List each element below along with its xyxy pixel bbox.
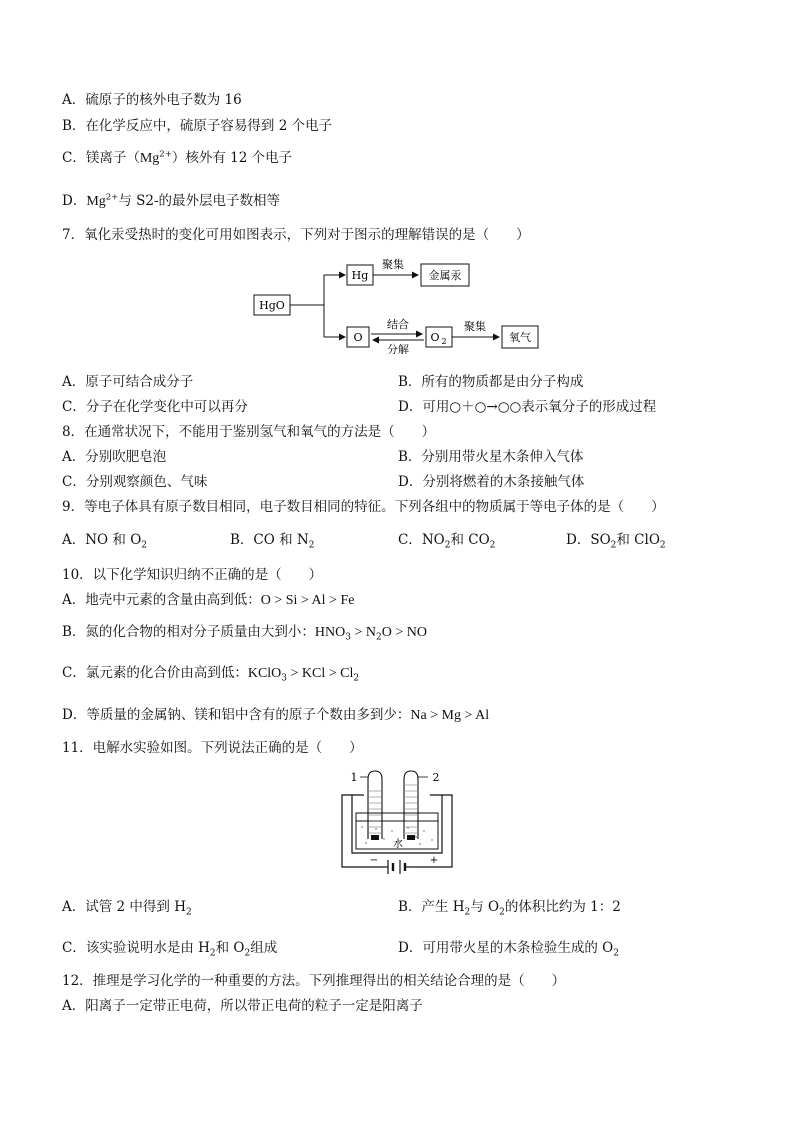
q6-d-suffix: 与 S2-的最外层电子数相等: [118, 193, 281, 209]
gather-label-2: 聚集: [464, 320, 486, 333]
subscript: 2: [244, 948, 251, 959]
formula: KClO: [247, 666, 282, 681]
q11-option-a: [62, 898, 192, 916]
formula: > N: [351, 625, 377, 640]
q12-stem: 12．推理是学习化学的一种重要的方法。下列推理得出的相关结论合理的是（ ）: [62, 973, 566, 989]
tube-label-2: 2: [432, 771, 440, 784]
q9-c-mid: 和 CO: [450, 532, 490, 548]
q9-a-text: A．NO 和 O: [62, 532, 142, 548]
q8-stem: 8．在通常状况下，不能用于鉴别氢气和氧气的方法是（ ）: [62, 424, 436, 440]
q9-c-text: C．NO: [398, 532, 445, 548]
q6-option-c: [62, 149, 292, 168]
q10-a-text: A．地壳中元素的含量由高到低：: [62, 592, 261, 608]
subscript: 2: [186, 907, 192, 918]
q7-option-a: A．原子可结合成分子: [62, 374, 194, 390]
q11-c-text: C．该实验说明水是由 H: [62, 940, 210, 956]
q10-d-expression: Na > Mg > Al: [410, 708, 490, 723]
q9-d-mid: 和 ClO: [616, 532, 660, 548]
q9-stem: 9．等电子体具有原子数目相同，电子数目相同的特征。下列各组中的物质属于等电子体的是（ ）: [62, 499, 665, 515]
ion-charge: 2+: [159, 149, 172, 160]
formula: HNO: [314, 625, 346, 640]
o2-label: O: [430, 331, 440, 344]
hgo-label: HgO: [259, 299, 285, 312]
q9-option-d: [566, 531, 666, 549]
q8-option-c: C．分别观察颜色、气味: [62, 474, 208, 490]
q11-option-c: [62, 939, 277, 957]
q6-c-suffix: ）核外有 12 个电子: [171, 150, 293, 166]
formula: > KCl > Cl: [287, 666, 354, 681]
o2-subscript: 2: [441, 337, 447, 346]
q11-b-mid: 与 O: [470, 899, 500, 915]
q10-a-expression: O > Si > Al > Fe: [260, 593, 355, 608]
minus-sign: −: [369, 855, 379, 866]
subscript: 2: [489, 540, 496, 551]
subscript: 2: [464, 907, 471, 918]
q11-option-b: [398, 898, 621, 916]
subscript: 2: [610, 540, 617, 551]
gather-label-1: 聚集: [382, 258, 404, 271]
q11-option-d: [398, 939, 619, 957]
q11-stem: 11．电解水实验如图。下列说法正确的是（ ）: [62, 740, 363, 756]
q6-option-d: [62, 192, 280, 211]
q10-option-c: [62, 664, 359, 683]
metal-mercury-label: 金属汞: [428, 269, 462, 282]
q10-b-text: B．氮的化合物的相对分子质量由大到小：: [62, 624, 315, 640]
o-atom-label: O: [353, 331, 363, 344]
plus-sign: +: [429, 855, 439, 866]
subscript: 3: [345, 632, 351, 643]
subscript: 2: [444, 540, 451, 551]
q9-option-a: [62, 531, 147, 549]
q6-option-a: A．硫原子的核外电子数为 16: [62, 92, 242, 108]
subscript: 3: [281, 673, 288, 684]
q6-option-b: B．在化学反应中，硫原子容易得到 2 个电子: [62, 118, 333, 134]
q12-option-a: A．阳离子一定带正电荷，所以带正电荷的粒子一定是阳离子: [62, 998, 423, 1014]
tube-2-liquid: [405, 785, 417, 833]
q11-c-mid: 和 O: [215, 940, 245, 956]
q7-stem: 7．氧化汞受热时的变化可用如图表示，下列对于图示的理解错误的是（ ）: [62, 227, 530, 243]
q11-b-suffix: 的体积比约为 1：2: [504, 899, 621, 915]
tube-label-1: 1: [350, 771, 358, 784]
q9-b-text: B．CO 和 N: [230, 532, 309, 548]
subscript: 2: [613, 948, 619, 959]
subscript: 2: [308, 540, 315, 551]
oxygen-label: 氧气: [509, 331, 531, 344]
q10-option-d: [62, 706, 489, 725]
q11-d-text: D．可用带火星的木条检验生成的 O: [398, 940, 614, 956]
ion-charge: 2+: [105, 192, 119, 203]
mercury-oxide-diagram: [248, 258, 548, 354]
q7-option-d: D．可用○＋○→○○表示氧分子的形成过程: [398, 399, 657, 415]
subscript: 2: [659, 540, 666, 551]
decompose-label: 分解: [387, 343, 409, 354]
q6-c-prefix: C．镁离子（: [62, 150, 140, 166]
subscript: 2: [376, 632, 382, 643]
q11-c-suffix: 组成: [250, 940, 278, 956]
q10-d-text: D．等质量的金属钠、镁和铝中含有的原子个数由多到少：: [62, 707, 411, 723]
tube-1-liquid: [369, 791, 381, 833]
q9-d-text: D．SO: [566, 532, 611, 548]
q8-option-d: D．分别将燃着的木条接触气体: [398, 474, 585, 490]
q11-b-text: B．产生 H: [398, 899, 465, 915]
hg-label: Hg: [351, 269, 369, 282]
q9-option-b: [230, 531, 314, 549]
electrolysis-diagram: [332, 765, 462, 883]
mg-ion: Mg: [139, 151, 160, 166]
q7-option-c: C．分子在化学变化中可以再分: [62, 399, 248, 415]
formula: O > NO: [381, 625, 427, 640]
q8-option-a: A．分别吹肥皂泡: [62, 449, 167, 465]
q10-stem: 10．以下化学知识归纳不正确的是（ ）: [62, 567, 323, 583]
q6-d-prefix: D．: [62, 193, 87, 209]
electrode-2: [407, 835, 415, 840]
q7-option-b: B．所有的物质都是由分子构成: [398, 374, 584, 390]
q10-option-b: [62, 623, 427, 642]
subscript: 2: [209, 948, 216, 959]
q11-a-text: A．试管 2 中得到 H: [62, 899, 186, 915]
test-tube-2: [404, 771, 418, 839]
water-label: 水: [393, 839, 403, 850]
q9-option-c: [398, 531, 495, 549]
q10-c-text: C．氯元素的化合价由高到低：: [62, 665, 248, 681]
subscript: 2: [141, 540, 148, 551]
test-tube-1: [368, 771, 382, 839]
subscript: 2: [499, 907, 505, 918]
combine-label: 结合: [387, 318, 409, 331]
mg-ion: Mg: [86, 194, 106, 209]
q10-option-a: [62, 591, 354, 610]
electrode-1: [371, 835, 379, 840]
q8-option-b: B．分别用带火星木条伸入气体: [398, 449, 584, 465]
subscript: 2: [353, 673, 360, 684]
